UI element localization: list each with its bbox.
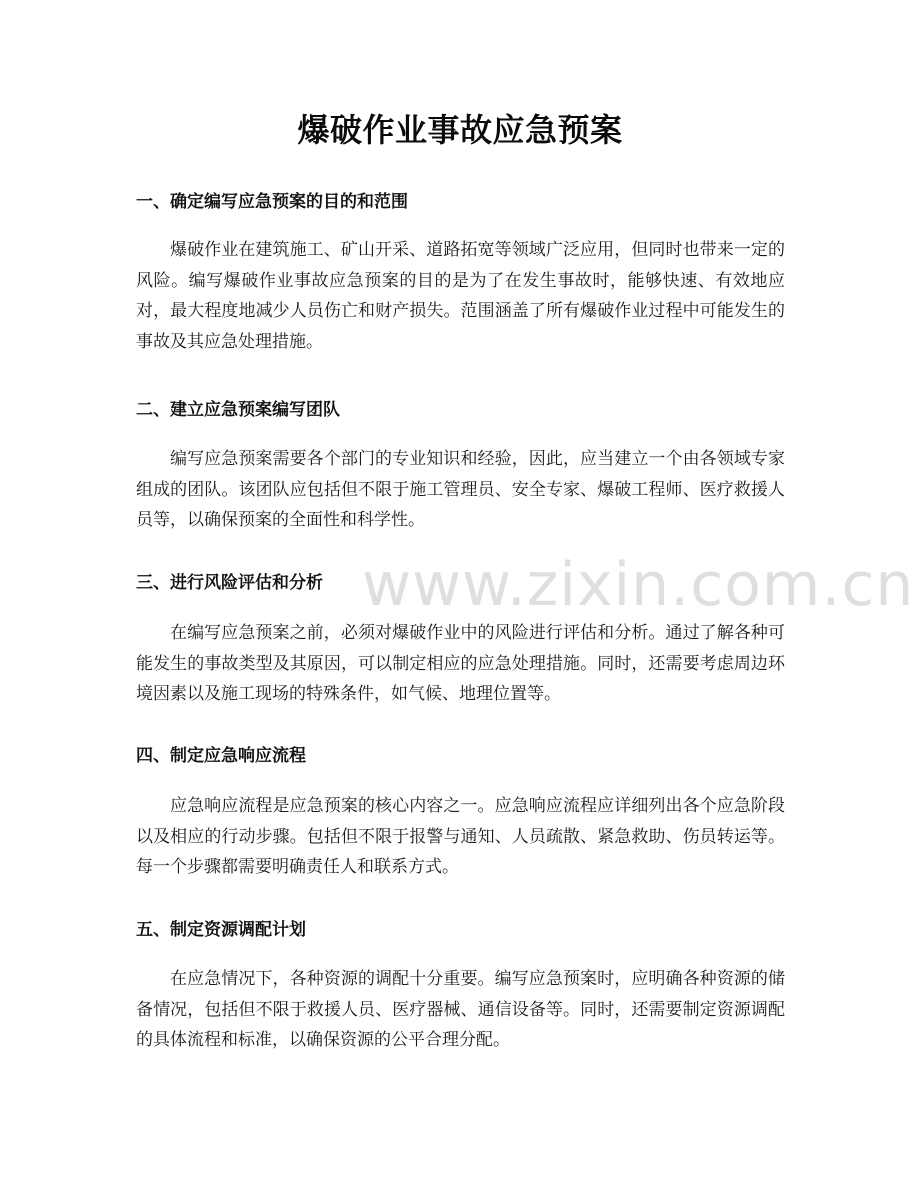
section-body-3: 在编写应急预案之前，必须对爆破作业中的风险进行评估和分析。通过了解各种可能发生的事故类型及其原因，可以制定相应的应急处理措施。同时，还需要考虑周边环境因素以及施工现场的特殊条件，如气候、地理位置等。 <box>136 623 785 704</box>
section-body-1: 爆破作业在建筑施工、矿山开采、道路拓宽等领域广泛应用，但同时也带来一定的风险。编写爆破作业事故应急预案的目的是为了在发生事故时，能够快速、有效地应对，最大程度地减少人员伤亡和财产损失。范围涵盖了所有爆破作业过程中可能发生的事故及其应急处理措施。 <box>136 240 785 352</box>
section-body-2: 编写应急预案需要各个部门的专业知识和经验，因此，应当建立一个由各领域专家组成的团队。该团队应包括但不限于施工管理员、安全专家、爆破工程师、医疗救援人员等，以确保预案的全面性和科学性。 <box>136 449 785 530</box>
watermark: www.zixin.com.cn <box>362 550 915 620</box>
section-heading-3: 三、进行风险评估和分析 <box>136 573 323 593</box>
section-body-5: 在应急情况下，各种资源的调配十分重要。编写应急预案时，应明确各种资源的储备情况，包括但不限于救援人员、医疗器械、通信设备等。同时，还需要制定资源调配的具体流程和标准，以确保资源的公平合理分配。 <box>136 969 785 1050</box>
document-title: 爆破作业事故应急预案 <box>297 111 623 149</box>
section-heading-1: 一、确定编写应急预案的目的和范围 <box>136 192 408 212</box>
section-heading-2: 二、建立应急预案编写团队 <box>136 400 340 420</box>
section-heading-4: 四、制定应急响应流程 <box>136 746 306 766</box>
section-body-4: 应急响应流程是应急预案的核心内容之一。应急响应流程应详细列出各个应急阶段以及相应的行动步骤。包括但不限于报警与通知、人员疏散、紧急救助、伤员转运等。每一个步骤都需要明确责任人和联系方式。 <box>136 796 785 877</box>
section-heading-5: 五、制定资源调配计划 <box>136 920 306 940</box>
